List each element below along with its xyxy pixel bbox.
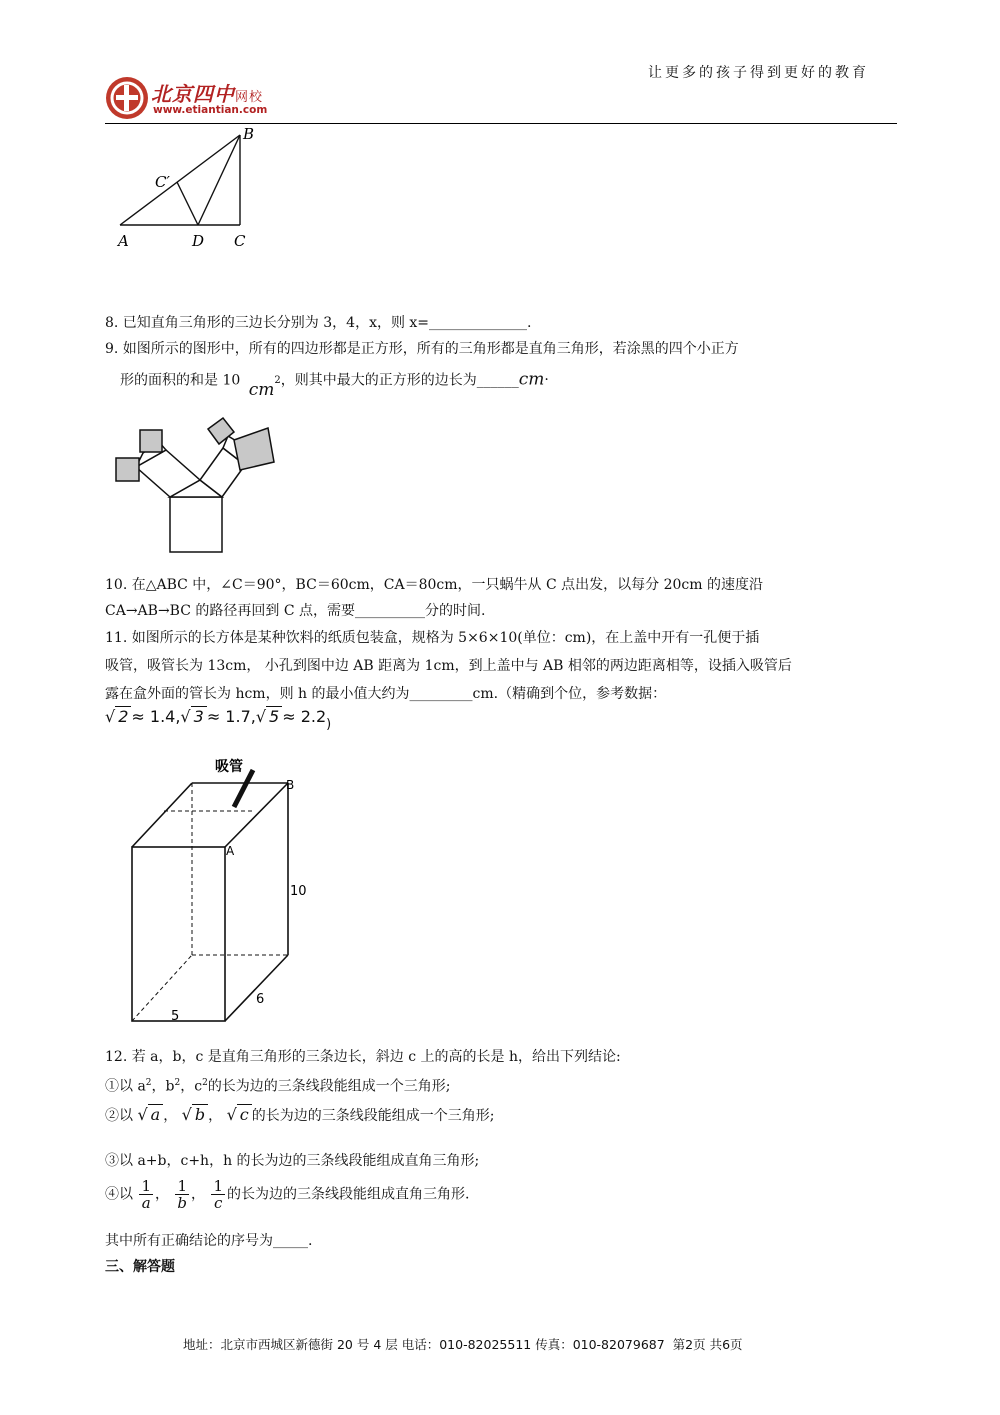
logo-emblem [104,75,150,121]
statement-1: ①以 $a^2$，$b^2$，$c^2$的长为边的三条线段能组成一个三角形; [105,1078,451,1095]
logo-name: 北京四中网校 [151,82,264,106]
question-12-ask: 其中所有正确结论的序号为_____. [105,1233,313,1249]
dimension-height: 10 [290,884,307,899]
section-title: 三、解答题 [105,1259,175,1275]
question-9-line1: 9. 如图所示的图形中，所有的四边形都是正方形，所有的三角形都是直角三角形，若涂黑的四个小正方 [105,341,739,357]
answer-blank: ______________ [429,315,528,331]
header-divider [105,123,897,124]
answer-blank: __________ [355,603,426,619]
straw-label: 吸管 [215,759,243,775]
label-D: D [192,232,205,250]
statement-2: ②以 √ a ， √ b ， √ c 的长为边的三条线段能组成一个三角形; [105,1105,495,1124]
label-B: B [243,125,255,143]
statement-4: ④以 $\frac{1}{a}$ ， $\frac{1}{b}$ ， $\frac{1}{c}$ 的长为边的三条线段能组成直角三角形. [105,1177,470,1212]
question-11-line1: 11. 如图所示的长方体是某种饮料的纸质包装盒，规格为 5×6×10(单位：cm)，在上盖中开有一孔便于插 [105,630,760,646]
label-B: B [286,778,295,792]
answer-blank: _____ [273,1233,308,1249]
label-A: A [226,844,235,858]
question-9-line2: 形的面积的和是 10 $cm^2$，则其中最大的正方形的边长为______cm. [120,367,549,400]
pythagoras-squares-figure [110,410,290,560]
label-C: C [234,232,246,250]
logo-url: www.etiantian.com [153,104,268,116]
footer [183,1335,743,1353]
label-A: A [118,232,129,250]
question-11-line3: 露在盒外面的管长为 hcm，则 h 的最小值大约为_________cm.（精确到个位，参考数据： [105,686,667,702]
label-C-prime: C′ [155,173,170,191]
footer-address: 地址：北京市西城区新德街 20 号 4 层 电话：010-82025511 传真：010-82079687 [183,1337,665,1352]
triangle-figure [110,125,270,255]
reference-values: √ 2 ≈ 1.4,√ 3 ≈ 1.7,√ $5 \approx 2.2_)$ [105,707,332,732]
box-figure [120,755,330,1035]
question-8: 8. 已知直角三角形的三边长分别为 3，4，x，则 x=______________. [105,315,532,331]
dimension-width: 5 [171,1009,180,1024]
question-12-intro: 12. 若 a，b，c 是直角三角形的三条边长，斜边 c 上的高的长是 h，给出下列结论: [105,1049,621,1065]
statement-3: ③以 a+b，c+h，h 的长为边的三条线段能组成直角三角形; [105,1153,480,1169]
answer-blank: _________ [409,686,473,702]
header-slogan: 让更多的孩子得到更好的教育 [648,65,869,81]
question-10-line2: CA→AB→BC 的路径再回到 C 点，需要__________分的时间. [105,603,486,619]
question-11-line2: 吸管，吸管长为 13cm， 小孔到图中边 AB 距离为 1cm，到上盖中与 AB 相邻的两边距离相等，设插入吸管后 [105,658,792,674]
question-10-line1: 10. 在△ABC 中，∠C＝90°，BC＝60cm，CA＝80cm，一只蜗牛从 C 点出发，以每分 20cm 的速度沿 [105,577,763,593]
answer-blank: ______ [476,372,519,389]
dimension-depth: 6 [256,992,265,1007]
footer-page: 第2页 共6页 [672,1337,743,1352]
